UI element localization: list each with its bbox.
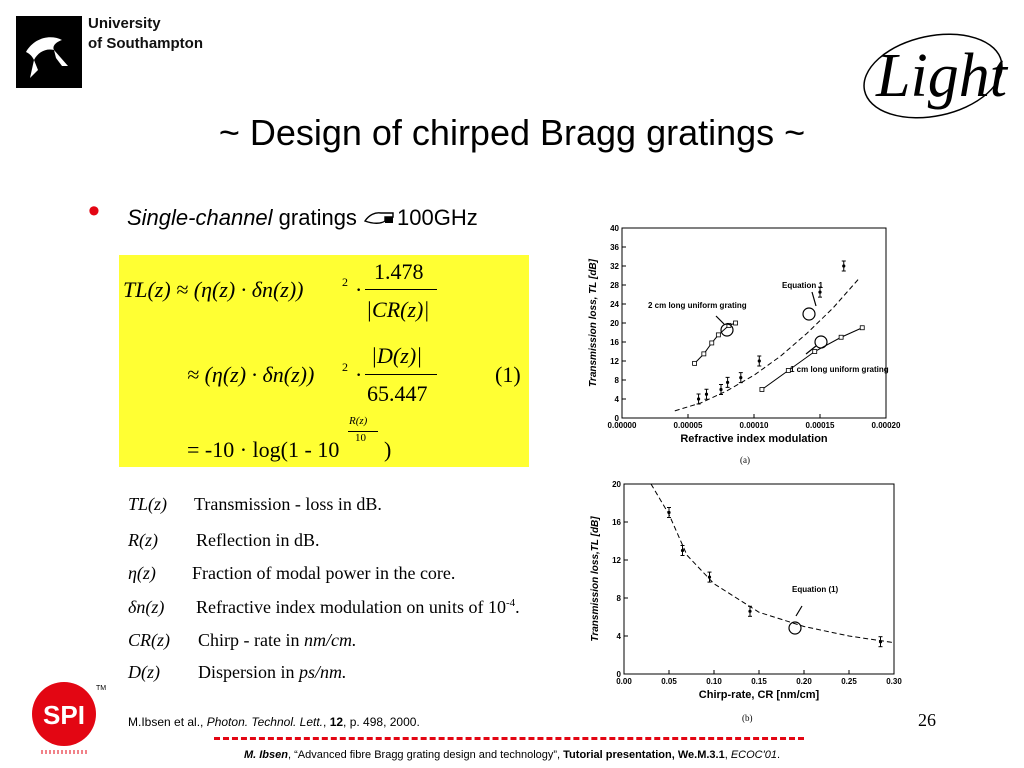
- bullet-suffix: 100GHz: [397, 205, 478, 230]
- light-logo-text: Light: [876, 42, 1007, 110]
- plot-frame: [624, 484, 894, 674]
- annotation-arrow: [812, 292, 816, 306]
- series-line: [695, 323, 736, 363]
- chart-annotation: Equation 1: [782, 281, 823, 290]
- spi-logo: [28, 680, 112, 756]
- highlight-circle: [803, 308, 815, 320]
- y-tick-label: 8: [614, 376, 619, 385]
- equation-curve: [675, 278, 860, 411]
- university-line1: University: [88, 15, 161, 32]
- x-tick-label: 0.00020: [871, 421, 901, 430]
- x-tick-label: 0.15: [751, 677, 767, 686]
- y-tick-label: 12: [610, 357, 619, 366]
- fraction-bar: [365, 374, 437, 375]
- data-point: [739, 376, 742, 379]
- data-point: [748, 610, 751, 613]
- definition-symbol: TL(z): [128, 494, 168, 514]
- spi-logo-text: SPI: [43, 700, 85, 730]
- equation-curve: [651, 484, 894, 643]
- y-tick-label: 36: [610, 243, 619, 252]
- definition-text: Fraction of modal power in the core.: [192, 563, 456, 583]
- definition-symbol: η(z): [128, 563, 156, 583]
- chart-annotation: 2 cm long uniform grating: [648, 301, 747, 310]
- equation-line2-lhs: ≈ (η(z) · δn(z)): [187, 362, 315, 387]
- data-point: [705, 393, 708, 396]
- equation-line3-exp-num: R(z): [349, 415, 368, 427]
- y-tick-label: 24: [610, 300, 619, 309]
- spi-tm: TM: [96, 685, 107, 692]
- x-tick-label: 0.00010: [739, 421, 769, 430]
- x-tick-label: 0.20: [796, 677, 812, 686]
- data-point: [693, 361, 697, 365]
- y-axis-label: Transmission loss, TL [dB]: [588, 259, 599, 387]
- chart-annotation: Equation (1): [792, 585, 839, 594]
- x-axis-label: Refractive index modulation: [680, 433, 828, 445]
- y-tick-label: 4: [616, 632, 621, 641]
- page-number: 26: [918, 710, 936, 730]
- data-point: [813, 350, 817, 354]
- data-point: [734, 321, 738, 325]
- equation-line1-exp: 2: [342, 275, 348, 289]
- annotation-arrow: [796, 606, 802, 616]
- equation-number: (1): [495, 362, 521, 387]
- data-point: [719, 388, 722, 391]
- y-tick-label: 0: [616, 670, 621, 679]
- definitions-list: [128, 494, 588, 694]
- y-tick-label: 40: [610, 224, 619, 233]
- y-tick-label: 4: [614, 395, 619, 404]
- definition-symbol: CR(z): [128, 630, 170, 650]
- x-tick-label: 0.00005: [673, 421, 703, 430]
- x-axis-label: Chirp-rate, CR [nm/cm]: [698, 689, 820, 701]
- definition-symbol: R(z): [128, 530, 158, 550]
- y-axis-label: Transmission loss,TL [dB]: [590, 516, 601, 642]
- chart-b: [584, 468, 904, 726]
- data-point: [710, 341, 714, 345]
- university-line2: of Southampton: [88, 35, 203, 52]
- definition-text: Reflection in dB.: [196, 530, 320, 550]
- y-tick-label: 20: [610, 319, 619, 328]
- bullet-dot: •: [88, 192, 100, 230]
- y-tick-label: 16: [610, 338, 619, 347]
- chart-b-caption: (b): [742, 713, 753, 723]
- data-point: [818, 291, 821, 294]
- chart-a: [584, 222, 901, 468]
- equation-line3-a: = -10 · log(1 - 10: [187, 437, 340, 462]
- university-name: [88, 14, 203, 54]
- x-tick-label: 0.00000: [607, 421, 637, 430]
- x-tick-label: 0.10: [706, 677, 722, 686]
- data-point: [681, 549, 684, 552]
- slide-title: ~ Design of chirped Bragg gratings ~: [218, 112, 806, 153]
- definition-symbol: D(z): [128, 662, 160, 682]
- equation-line1-num: 1.478: [374, 259, 424, 284]
- pointing-hand-icon: [363, 207, 397, 227]
- data-point: [708, 576, 711, 579]
- y-tick-label: 12: [612, 556, 621, 565]
- x-tick-label: 0.25: [841, 677, 857, 686]
- equation-line2-dot: ·: [355, 362, 363, 387]
- data-point: [758, 359, 761, 362]
- bullet-italic: Single-channel: [127, 205, 273, 230]
- x-tick-label: 0.00015: [805, 421, 835, 430]
- equation-line1-dot: ·: [355, 277, 363, 302]
- equation-line2-num: |D(z)|: [371, 343, 423, 368]
- equation-line2-exp: 2: [342, 360, 348, 374]
- equation-line3-exp-den: 10: [355, 432, 366, 444]
- equation-box: [119, 255, 529, 467]
- bullet-text: [127, 205, 478, 231]
- y-tick-label: 0: [614, 414, 619, 423]
- equation-line3-b: ): [384, 437, 392, 462]
- data-point: [726, 381, 729, 384]
- data-point: [839, 335, 843, 339]
- highlight-circle: [815, 336, 827, 348]
- x-tick-label: 0.30: [886, 677, 902, 686]
- y-tick-label: 32: [610, 262, 619, 271]
- definition-text: Chirp - rate in nm/cm.: [198, 630, 357, 650]
- footer-dashed-divider: [214, 737, 804, 740]
- y-tick-label: 28: [610, 281, 619, 290]
- definition-text: Transmission - loss in dB.: [194, 494, 382, 514]
- dolphin-icon: [16, 16, 82, 88]
- definition-text: Refractive index modulation on units of $10^{-4}$.: [196, 597, 520, 617]
- equation-line2-den: 65.447: [367, 381, 428, 406]
- chart-a-caption: (a): [740, 455, 750, 465]
- x-tick-label: 0.05: [661, 677, 677, 686]
- x-tick-label: 0.00: [616, 677, 632, 686]
- annotation-arrow: [716, 316, 724, 324]
- data-point: [860, 326, 864, 330]
- definition-symbol: δn(z): [128, 597, 165, 617]
- reference: M.Ibsen et al., Photon. Technol. Lett., 12, p. 498, 2000.: [128, 715, 420, 729]
- definition-text: Dispersion in ps/nm.: [198, 662, 347, 682]
- data-point: [760, 388, 764, 392]
- bullet-rest: gratings: [272, 205, 364, 230]
- y-tick-label: 8: [616, 594, 621, 603]
- y-tick-label: 20: [612, 480, 621, 489]
- equation-line1-lhs: TL(z) ≈ (η(z) · δn(z)): [123, 277, 304, 302]
- chart-annotation: 1 cm long uniform grating: [790, 365, 889, 374]
- equation-line1-den: |CR(z)|: [366, 297, 430, 322]
- fraction-bar: [365, 289, 437, 290]
- data-point: [697, 397, 700, 400]
- y-tick-label: 16: [612, 518, 621, 527]
- data-point: [702, 352, 706, 356]
- plot-frame: [622, 228, 886, 418]
- footer-credit: M. Ibsen, “Advanced fibre Bragg grating design and technology”, Tutorial presentation, We.M.3.1, ECOC'01.: [243, 749, 781, 761]
- data-point: [716, 333, 720, 337]
- data-point: [842, 264, 845, 267]
